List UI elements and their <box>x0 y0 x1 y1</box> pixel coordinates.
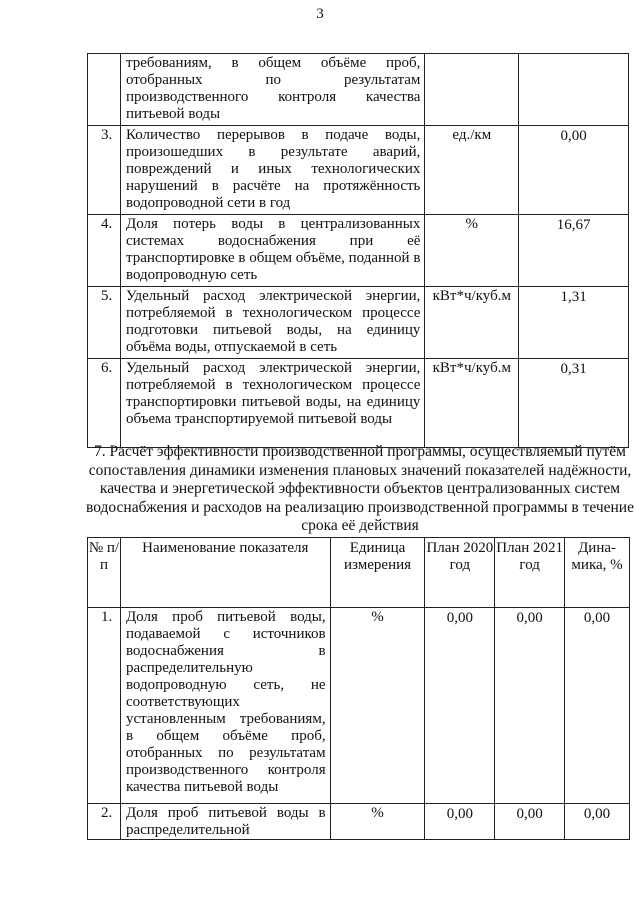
table-row <box>88 804 630 840</box>
unit-cell: % <box>425 215 519 287</box>
unit-cell: ед./км <box>425 126 519 215</box>
table-row <box>88 126 629 215</box>
dynamics-cell: 0,00 <box>565 608 630 804</box>
plan-2021-cell: 0,00 <box>495 804 565 840</box>
dynamics-cell: 0,00 <box>565 804 630 840</box>
row-number: 3. <box>88 126 121 215</box>
indicator-description: Доля проб питьевой воды в распределительной <box>120 804 330 840</box>
header-plan-2021: План 2021 год <box>495 538 565 608</box>
indicator-description: Удельный расход электрической энергии, потребляемой в технологическом процессе транспортировки питьевой воды, на единицу объема транспортируемой питьевой воды <box>120 359 424 448</box>
value-cell: 16,67 <box>519 215 629 287</box>
table-row <box>88 215 629 287</box>
table-row <box>88 54 629 126</box>
section-heading: 7. Расчёт эффективности производственной программы, осуществляемый путём сопоставления динамики изменения плановых значений показателей надёжности, качества и энергетической эффективности объектов централизованных систем водоснабжения и расходов на реализацию производственной программы в течение срока её действия <box>86 443 634 535</box>
header-number: № п/п <box>88 538 121 608</box>
plan-2020-cell: 0,00 <box>425 608 495 804</box>
plan-2021-cell: 0,00 <box>495 608 565 804</box>
indicator-description: Доля проб питьевой воды, подаваемой с источников водоснабжения в распределительную водопроводную сеть, не соответствующих установленным требованиям, в общем объёме проб, отобранных по результатам производственного контроля качества питьевой воды <box>120 608 330 804</box>
header-indicator-name: Наименование показателя <box>120 538 330 608</box>
row-number: 1. <box>88 608 121 804</box>
unit-cell: кВт*ч/куб.м <box>425 287 519 359</box>
indicator-description: Удельный расход электрической энергии, потребляемой в технологическом процессе подготовки питьевой воды, на единицу объёма воды, отпускаемой в сеть <box>120 287 424 359</box>
row-number <box>88 54 121 126</box>
efficiency-table <box>87 537 630 840</box>
table-row <box>88 359 629 448</box>
table-row <box>88 608 630 804</box>
table-row <box>88 287 629 359</box>
indicator-description: требованиям, в общем объёме проб, отобранных по результатам производственного контроля качества питьевой воды <box>120 54 424 126</box>
page-number: 3 <box>316 6 324 22</box>
indicator-description: Количество перерывов в подаче воды, произошедших в результате аварий, повреждений и иных технологических нарушений в расчёте на протяжённость водопроводной сети в год <box>120 126 424 215</box>
unit-cell: % <box>330 608 425 804</box>
unit-cell: % <box>330 804 425 840</box>
value-cell <box>519 54 629 126</box>
header-dynamics: Дина-мика, % <box>565 538 630 608</box>
header-plan-2020: План 2020 год <box>425 538 495 608</box>
row-number: 4. <box>88 215 121 287</box>
value-cell: 0,31 <box>519 359 629 448</box>
value-cell: 1,31 <box>519 287 629 359</box>
unit-cell: кВт*ч/куб.м <box>425 359 519 448</box>
value-cell: 0,00 <box>519 126 629 215</box>
unit-cell <box>425 54 519 126</box>
row-number: 2. <box>88 804 121 840</box>
table-header-row <box>88 538 630 608</box>
plan-2020-cell: 0,00 <box>425 804 495 840</box>
header-unit: Единица измерения <box>330 538 425 608</box>
row-number: 5. <box>88 287 121 359</box>
indicator-description: Доля потерь воды в централизованных системах водоснабжения при её транспортировке в общем объёме, поданной в водопроводную сеть <box>120 215 424 287</box>
row-number: 6. <box>88 359 121 448</box>
indicators-table <box>87 53 629 448</box>
